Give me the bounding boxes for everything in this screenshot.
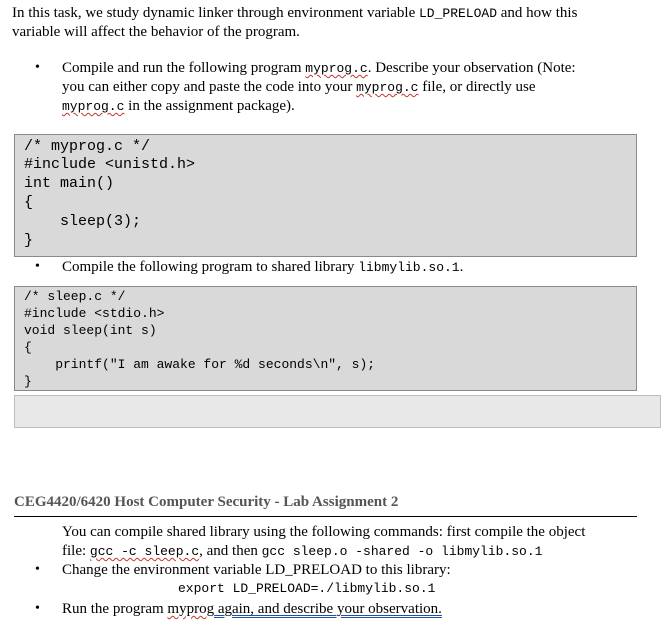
step-2-paragraph bbox=[62, 258, 638, 277]
library-name-code: libmylib.so.1 bbox=[358, 260, 460, 275]
page-header: CEG4420/6420 Host Computer Security - Lab Assignment 2 bbox=[14, 494, 399, 510]
step-1-line-2 bbox=[62, 78, 638, 97]
export-command: export LD_PRELOAD=./libmylib.so.1 bbox=[178, 581, 436, 596]
filename-code: myprog.c bbox=[305, 61, 368, 76]
code-block-myprog bbox=[14, 134, 637, 257]
intro-text: variable will affect the behavior of the program. bbox=[12, 24, 300, 40]
code-line: /* sleep.c */ bbox=[24, 289, 126, 304]
step-text: Compile the following program to shared library bbox=[62, 259, 359, 275]
code-block-sleep bbox=[14, 286, 637, 391]
code-line: printf("I am awake for %d seconds\n", s); bbox=[24, 357, 376, 372]
code-line: #include <unistd.h> bbox=[24, 156, 196, 173]
compile-line-2 bbox=[62, 542, 638, 561]
code-line: } bbox=[24, 232, 34, 249]
step-3-paragraph bbox=[62, 561, 638, 580]
intro-paragraph bbox=[12, 4, 637, 42]
code-line: sleep(3); bbox=[24, 213, 142, 230]
code-line: /* myprog.c */ bbox=[24, 138, 151, 155]
intro-text: In this task, we study dynamic linker through environment variable bbox=[12, 5, 419, 21]
intro-line-2 bbox=[12, 23, 637, 42]
code-line: } bbox=[24, 374, 32, 389]
step-text: . bbox=[459, 259, 464, 275]
header-divider bbox=[14, 516, 637, 517]
filename-code: myprog.c bbox=[62, 99, 125, 114]
code-line: #include <stdio.h> bbox=[24, 306, 165, 321]
page-break-band bbox=[14, 395, 661, 428]
code-line: void sleep(int s) bbox=[24, 323, 157, 338]
bullet-icon: • bbox=[35, 259, 40, 274]
step-text: again, and describe your observation. bbox=[214, 601, 442, 617]
bullet-icon: • bbox=[35, 60, 40, 75]
program-name: myprog bbox=[167, 601, 215, 617]
step-text: Compile and run the following program bbox=[62, 60, 306, 76]
step-text: in the assignment package). bbox=[124, 98, 295, 114]
step-1-line-3 bbox=[62, 97, 638, 116]
compile-command-code: gcc -c sleep.c bbox=[89, 544, 200, 559]
step-text: . Describe your observation (Note: bbox=[367, 60, 576, 76]
step-text: file, or directly use bbox=[418, 79, 536, 95]
step-4-paragraph bbox=[62, 600, 638, 619]
step-text: you can either copy and paste the code into your bbox=[62, 79, 357, 95]
filename-code: myprog.c bbox=[356, 80, 419, 95]
link-command-code: gcc sleep.o -shared -o libmylib.so.1 bbox=[261, 544, 543, 559]
code-line: { bbox=[24, 194, 34, 211]
intro-text: and how this bbox=[497, 5, 578, 21]
compile-instructions bbox=[62, 523, 638, 561]
step-text: You can compile shared library using the following commands: first compile the object bbox=[62, 524, 586, 540]
compile-line-1 bbox=[62, 523, 638, 542]
step-text: file: bbox=[62, 543, 90, 559]
code-line: { bbox=[24, 340, 32, 355]
step-1-paragraph bbox=[62, 59, 638, 116]
step-text: Change the environment variable LD_PRELOAD to this library: bbox=[62, 562, 451, 578]
env-var-code: LD_PRELOAD bbox=[419, 6, 498, 21]
bullet-icon: • bbox=[35, 601, 40, 616]
step-text: , and then bbox=[199, 543, 262, 559]
bullet-icon: • bbox=[35, 562, 40, 577]
step-text: Run the program bbox=[62, 601, 168, 617]
step-1-line-1 bbox=[62, 59, 638, 78]
intro-line-1 bbox=[12, 4, 637, 23]
code-line: int main() bbox=[24, 175, 115, 192]
